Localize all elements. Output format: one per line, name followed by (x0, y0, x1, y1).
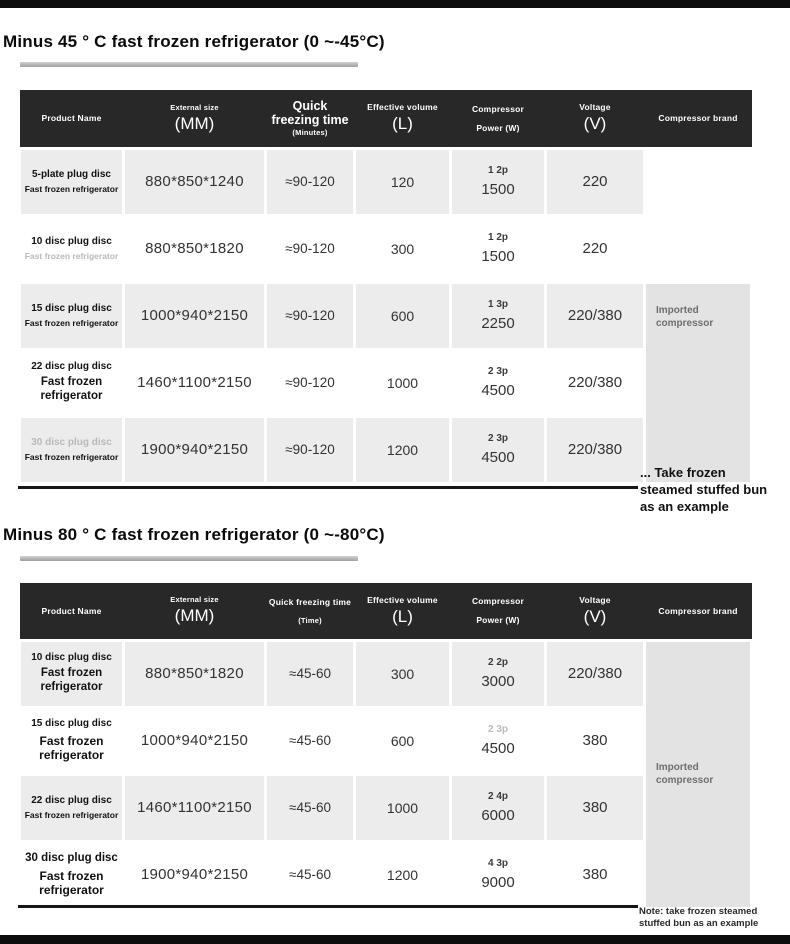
external-size-cell: 1900*940*2150 (124, 416, 266, 483)
bottom-note: Note: take frozen steamed stuffed bun as an example (639, 906, 759, 930)
product-line2: Fast frozen refrigerator (39, 733, 104, 763)
product-line1: 5-plate plug disc (32, 168, 111, 180)
external-size-cell: 1460*1100*2150 (124, 349, 266, 416)
compressor-power-cell: 2 3p 4500 (451, 349, 546, 416)
col-compressor-brand: Compressor brand (645, 90, 752, 148)
product-name-cell (20, 416, 124, 483)
product-line1: 22 disc plug disc (31, 794, 112, 806)
compressor-power-cell: 2 3p 4500 (451, 416, 546, 483)
table-row (20, 349, 752, 416)
product-line2: Fast frozen refrigerator (24, 184, 119, 195)
compressor-power-cell: 2 2p 3000 (451, 640, 546, 707)
top-black-bar (0, 0, 790, 8)
voltage-cell: 380 (546, 774, 645, 841)
title-underline (20, 556, 358, 561)
product-line1: 15 disc plug disc (31, 718, 112, 730)
product-line2: Fast frozen refrigerator (24, 318, 119, 329)
product-line1: 10 disc plug disc (31, 651, 112, 663)
table-row (20, 640, 752, 707)
compressor-brand-cell: Imported compressor (645, 640, 752, 908)
voltage-cell: 380 (546, 707, 645, 774)
section-divider (18, 486, 638, 489)
col-external-size: External size (MM) (124, 90, 266, 148)
freezing-time-cell: ≈90-120 (266, 349, 355, 416)
voltage-cell: 220 (546, 148, 645, 215)
product-line1: 10 disc plug disc (31, 235, 112, 247)
product-name-cell (20, 841, 124, 908)
product-line2: Fast frozen refrigerator (40, 376, 103, 403)
effective-volume-cell: 600 (355, 707, 451, 774)
external-size-cell: 1900*940*2150 (124, 841, 266, 908)
col-product-name: Product Name (20, 90, 124, 148)
product-line1: 15 disc plug disc (31, 302, 112, 314)
product-name-cell (20, 707, 124, 774)
col-compressor-power: Compressor Power (W) (451, 583, 546, 640)
freezing-time-cell: ≈90-120 (266, 282, 355, 349)
col-freezing-time: Quick freezing time (Time) (266, 583, 355, 640)
section-divider (18, 905, 638, 908)
compressor-power-cell: 1 2p 1500 (451, 148, 546, 215)
product-name-cell (20, 640, 124, 707)
freezing-time-cell: ≈90-120 (266, 416, 355, 483)
product-line2: Fast frozen refrigerator (24, 251, 119, 262)
effective-volume-cell: 600 (355, 282, 451, 349)
freezing-time-cell: ≈45-60 (266, 707, 355, 774)
effective-volume-cell: 300 (355, 640, 451, 707)
header-row (20, 583, 752, 640)
col-freezing-time: Quick freezing time (Minutes) (266, 90, 355, 148)
minus80-title: Minus 80 ° C fast frozen refrigerator (0 ~-80°C) (3, 525, 385, 544)
product-name-cell (20, 215, 124, 282)
table-row (20, 148, 752, 215)
effective-volume-cell: 1200 (355, 841, 451, 908)
external-size-cell: 1000*940*2150 (124, 282, 266, 349)
table-row (20, 841, 752, 908)
product-name-cell (20, 349, 124, 416)
col-effective-volume: Effective volume (L) (355, 583, 451, 640)
effective-volume-cell: 1000 (355, 349, 451, 416)
voltage-cell: 220/380 (546, 282, 645, 349)
external-size-cell: 880*850*1820 (124, 640, 266, 707)
minus45-title: Minus 45 ° C fast frozen refrigerator (0 ~-45°C) (3, 32, 385, 51)
compressor-power-cell: 1 3p 2250 (451, 282, 546, 349)
header-row (20, 90, 752, 148)
col-voltage: Voltage (V) (546, 90, 645, 148)
effective-volume-cell: 1200 (355, 416, 451, 483)
col-compressor-power: Compressor Power (W) (451, 90, 546, 148)
minus80-spec-table (18, 583, 753, 910)
external-size-cell: 1000*940*2150 (124, 707, 266, 774)
product-line2: Fast frozen refrigerator (24, 810, 119, 821)
col-voltage: Voltage (V) (546, 583, 645, 640)
compressor-power-cell: 2 3p 4500 (451, 707, 546, 774)
freezing-time-cell: ≈45-60 (266, 774, 355, 841)
freezing-time-cell: ≈45-60 (266, 841, 355, 908)
product-line1: 30 disc plug disc (31, 436, 112, 448)
brand-empty-cell (645, 215, 752, 282)
compressor-power-cell: 2 4p 6000 (451, 774, 546, 841)
minus45-spec-table (18, 90, 753, 485)
brand-empty-cell (645, 148, 752, 215)
voltage-cell: 220/380 (546, 416, 645, 483)
col-external-size: External size (MM) (124, 583, 266, 640)
product-name-cell (20, 774, 124, 841)
col-compressor-brand: Compressor brand (645, 583, 752, 640)
bottom-black-bar (0, 935, 790, 944)
product-name-cell (20, 282, 124, 349)
title-underline (20, 62, 358, 67)
effective-volume-cell: 1000 (355, 774, 451, 841)
voltage-cell: 220/380 (546, 349, 645, 416)
example-note: ... Take frozen steamed stuffed bun as an example (640, 465, 768, 515)
table-row (20, 774, 752, 841)
voltage-cell: 380 (546, 841, 645, 908)
product-line2: Fast frozen refrigerator (40, 667, 103, 694)
compressor-brand-cell: Imported compressor (645, 282, 752, 483)
external-size-cell: 1460*1100*2150 (124, 774, 266, 841)
effective-volume-cell: 120 (355, 148, 451, 215)
external-size-cell: 880*850*1820 (124, 215, 266, 282)
product-line2: Fast frozen refrigerator (39, 868, 104, 898)
effective-volume-cell: 300 (355, 215, 451, 282)
compressor-power-cell: 4 3p 9000 (451, 841, 546, 908)
col-product-name: Product Name (20, 583, 124, 640)
table-row (20, 282, 752, 349)
product-line1: 22 disc plug disc (31, 360, 112, 372)
voltage-cell: 220 (546, 215, 645, 282)
table-row (20, 215, 752, 282)
voltage-cell: 220/380 (546, 640, 645, 707)
compressor-power-cell: 1 2p 1500 (451, 215, 546, 282)
product-line1: 30 disc plug disc (25, 852, 118, 865)
freezing-time-cell: ≈90-120 (266, 215, 355, 282)
product-name-cell (20, 148, 124, 215)
product-line2: Fast frozen refrigerator (24, 452, 119, 463)
freezing-time-cell: ≈45-60 (266, 640, 355, 707)
freezing-time-cell: ≈90-120 (266, 148, 355, 215)
table-row (20, 707, 752, 774)
external-size-cell: 880*850*1240 (124, 148, 266, 215)
col-effective-volume: Effective volume (L) (355, 90, 451, 148)
